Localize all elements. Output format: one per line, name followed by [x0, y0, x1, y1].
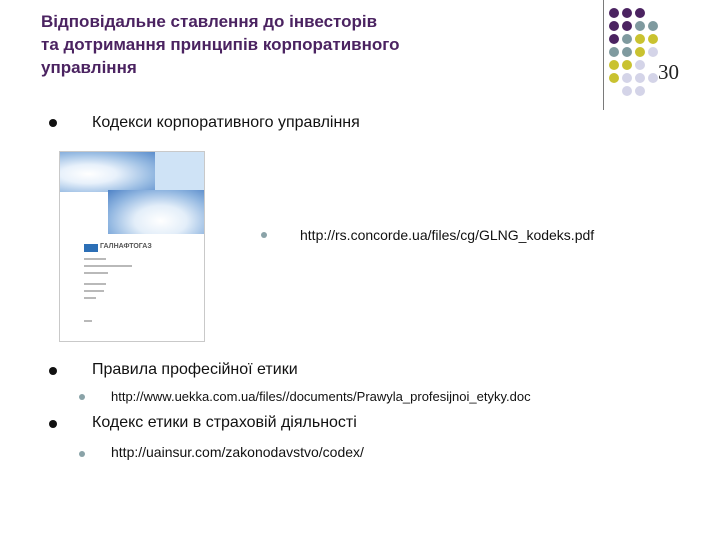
dot: [648, 73, 658, 83]
dot: [622, 73, 632, 83]
dot: [622, 86, 632, 96]
link-glng-kodeks[interactable]: http://rs.concorde.ua/files/cg/GLNG_kodeks.pdf: [300, 227, 595, 243]
dot: [609, 34, 619, 44]
dot: [635, 86, 645, 96]
bullet-icon: [261, 232, 267, 238]
item-insurance-ethics: Кодекс етики в страховій діяльності: [92, 414, 357, 431]
bullet-icon: [79, 451, 85, 457]
dot: [635, 8, 645, 18]
dot: [648, 34, 658, 44]
dot: [622, 8, 632, 18]
title-line-1: Відповідальне ставлення до інвесторів: [41, 12, 378, 31]
bullet-icon: [49, 420, 57, 428]
dot: [635, 73, 645, 83]
dot: [635, 21, 645, 31]
dot: [609, 60, 619, 70]
bullet-icon: [49, 367, 57, 375]
item-corporate-codes: Кодекси корпоративного управління: [92, 114, 360, 131]
dot: [622, 60, 632, 70]
dot: [635, 34, 645, 44]
company-logo-icon: [84, 244, 98, 252]
item-professional-ethics: Правила професійної етики: [92, 361, 298, 378]
dot: [635, 47, 645, 57]
slide-title: [41, 10, 561, 79]
title-line-2: та дотримання принципів корпоративного: [41, 35, 400, 54]
document-cover-image: [59, 151, 205, 342]
dot: [609, 8, 619, 18]
bullet-icon: [79, 394, 85, 400]
cover-brand: ГАЛНАФТОГАЗ: [100, 243, 152, 250]
bullet-icon: [49, 119, 57, 127]
dot: [609, 73, 619, 83]
title-line-3: управління: [41, 58, 137, 77]
page-number: 30: [658, 60, 679, 84]
dot: [635, 60, 645, 70]
link-uainsur-codex[interactable]: http://uainsur.com/zakonodavstvo/codex/: [111, 444, 364, 460]
dot: [609, 47, 619, 57]
dot: [648, 47, 658, 57]
dot: [622, 34, 632, 44]
dot: [648, 21, 658, 31]
decorative-divider: [603, 0, 604, 110]
dot: [622, 21, 632, 31]
dot: [609, 21, 619, 31]
link-uekka-doc[interactable]: http://www.uekka.com.ua/files//documents/Prawyla_profesijnoi_etyky.doc: [111, 389, 531, 404]
dot: [622, 47, 632, 57]
